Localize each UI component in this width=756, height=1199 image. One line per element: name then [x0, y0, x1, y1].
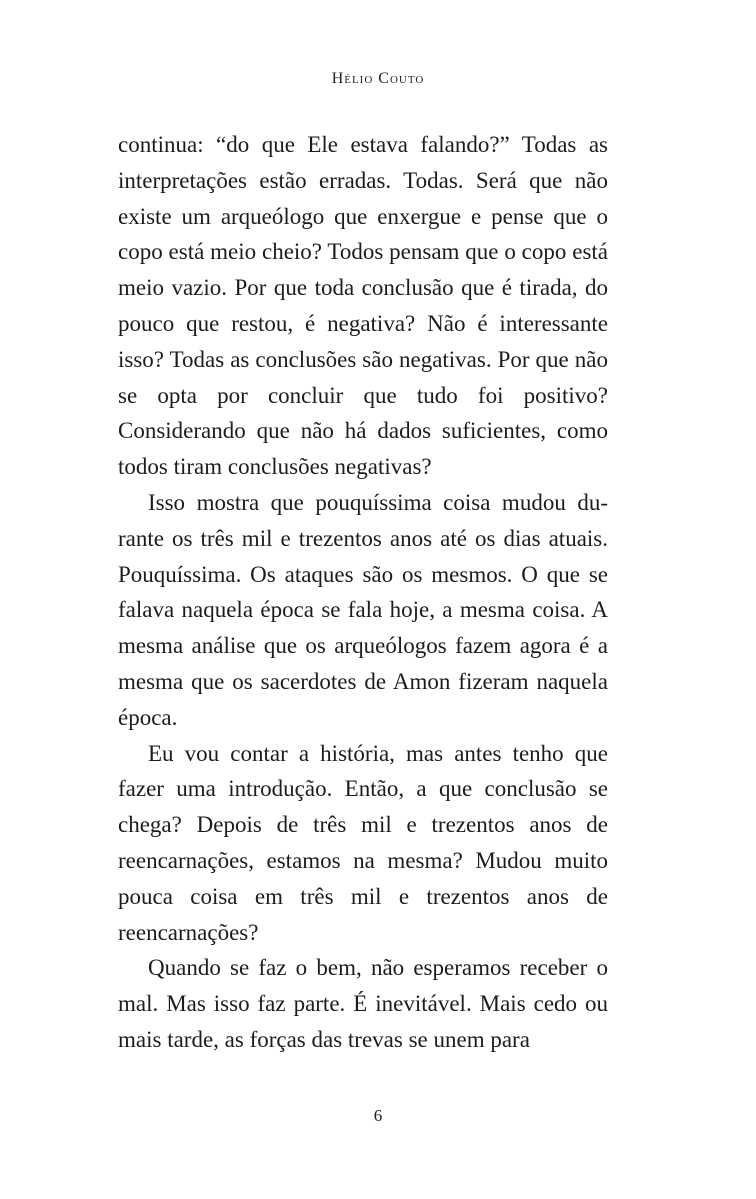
page-number: 6: [373, 1106, 383, 1125]
paragraph-4: Quando se faz o bem, não esperamos receber o mal. Mas isso faz parte. É inevitável. Mais cedo ou mais tarde, as forças das trevas se unem para: [118, 955, 608, 1052]
paragraph-2: Isso mostra que pouquíssima coisa mudou durante os três mil e trezentos anos até os dias atuais. Pouquíssima. Os ataques são os mesmos. O que se falava naquela época se fala hoje, a mesma coisa. A mesma análise que os arqueólogos fazem agora é a mesma que os sacerdotes de Amon fizeram naquela época.: [118, 489, 608, 730]
paragraph-3: Eu vou contar a história, mas antes tenho que fazer uma introdução. Então, a que conclusão se chega? Depois de três mil e trezentos anos de reencarnações, estamos na mesma? Mudou muito pouca coisa em três mil e trezentos anos de reencarnações?: [118, 740, 608, 945]
body-text: [118, 127, 608, 1058]
paragraph-1: continua: “do que Ele estava falando?” Todas as interpretações estão erradas. Todas. Será que não existe um arqueólogo que enxergue e pense que o copo está meio cheio? Todos pensam que o copo está meio vazio. Por que toda conclusão que é tirada, do pouco que restou, é negativa? Não é interessante isso? Todas as conclusões são negativas. Por que não se opta por concluir que tudo foi positivo? Considerando que não há dados suficientes, como todos tiram conclusões negativas?: [118, 132, 608, 480]
running-header: Hélio Couto: [331, 70, 425, 87]
